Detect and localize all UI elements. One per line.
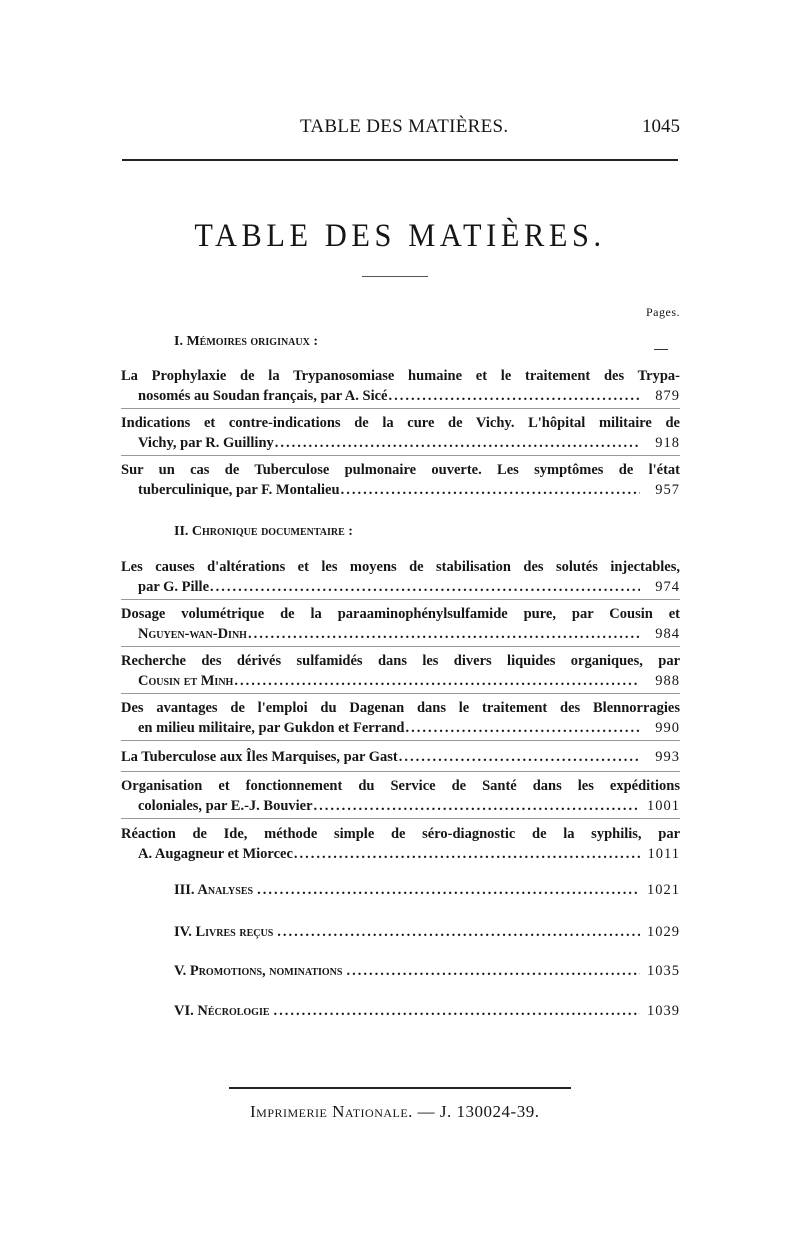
toc-entry-line2: nosomés au Soudan français, par A. Sicé (138, 388, 388, 404)
page-number: 1045 (642, 116, 680, 137)
toc-entry[interactable] (121, 651, 680, 691)
toc-section-page: 1029 (647, 924, 680, 940)
toc-entry[interactable] (121, 460, 680, 500)
toc-section-label: IV. Livres reçus (174, 924, 274, 940)
toc-entry-line1: La Tuberculose aux Îles Marquises, par Gast (121, 749, 398, 765)
pages-column-label: Pages. (646, 305, 680, 319)
dot-leader (294, 844, 640, 864)
toc-entry[interactable] (121, 824, 680, 864)
toc-entry[interactable] (121, 698, 680, 738)
toc-entry[interactable] (121, 776, 680, 816)
toc-entry-line2: Vichy, par R. Guilliny (138, 435, 274, 451)
toc-section-label: III. Analyses (174, 882, 254, 898)
entry-separator (121, 455, 680, 456)
dot-leader (234, 671, 640, 691)
toc-entry-line2: Cousin et Minh (138, 673, 234, 689)
toc-entry-line1: Indications et contre-indications de la cure de Vichy. L'hôpital militaire de (121, 415, 680, 431)
toc-entry[interactable] (121, 747, 680, 767)
toc-entry-line1: Réaction de Ide, méthode simple de séro-diagnostic de la syphilis, par (121, 826, 680, 842)
entry-separator (121, 408, 680, 409)
toc-entry-line1: Recherche des dérivés sulfamidés dans les divers liquides organiques, par (121, 653, 680, 669)
toc-section-page: 1035 (647, 963, 680, 979)
toc-entry-page: 957 (655, 482, 680, 498)
toc-entry-line1: La Prophylaxie de la Trypanosomiase humaine et le traitement des Trypa- (121, 368, 680, 384)
entry-separator (121, 771, 680, 772)
toc-entry-line1: Dosage volumétrique de la paraaminophénylsulfamide pure, par Cousin et (121, 606, 680, 622)
toc-section-analyses[interactable] (174, 882, 680, 899)
toc-entry-page: 984 (655, 626, 680, 642)
running-title: TABLE DES MATIÈRES. (300, 116, 509, 137)
toc-entry-line2: par G. Pille (138, 579, 210, 595)
toc-entry-line2: coloniales, par E.-J. Bouvier (138, 798, 313, 814)
toc-section-necrologie[interactable] (174, 1003, 680, 1020)
entry-separator (121, 693, 680, 694)
dot-leader (275, 433, 640, 453)
dot-leader (389, 386, 641, 406)
toc-entry-line2: A. Augagneur et Miorcec (138, 846, 293, 862)
dot-leader (274, 1003, 640, 1020)
toc-entry[interactable] (121, 557, 680, 597)
header-rule (122, 159, 678, 161)
toc-entry[interactable] (121, 366, 680, 406)
toc-entry-line2: en milieu militaire, par Gukdon et Ferrand (138, 720, 405, 736)
toc-entry-page: 1001 (647, 798, 680, 814)
entry-separator (121, 599, 680, 600)
section-heading-memoires: I. Mémoires originaux : (174, 334, 319, 349)
dot-leader (257, 882, 640, 899)
toc-entry-page: 1011 (647, 846, 680, 862)
toc-section-page: 1039 (647, 1003, 680, 1019)
toc-entry-page: 879 (655, 388, 680, 404)
footer-rule (229, 1087, 571, 1089)
toc-section-promotions[interactable] (174, 963, 680, 980)
toc-section-page: 1021 (647, 882, 680, 898)
toc-section-livres-recus[interactable] (174, 924, 680, 941)
dot-leader (346, 963, 640, 980)
toc-entry-line1: Sur un cas de Tuberculose pulmonaire ouverte. Les symptômes de l'état (121, 462, 680, 478)
dot-leader (277, 924, 640, 941)
toc-entry[interactable] (121, 604, 680, 644)
dot-leader (399, 747, 640, 767)
page-title: TABLE DES MATIÈRES. (194, 218, 606, 254)
section-heading-chronique: II. Chronique documentaire : (174, 524, 353, 539)
imprint-line: Imprimerie Nationale. — J. 130024-39. (250, 1102, 540, 1121)
entry-separator (121, 740, 680, 741)
title-rule (362, 276, 428, 277)
dot-leader (314, 796, 640, 816)
toc-entry-page: 974 (655, 579, 680, 595)
toc-entry-page: 918 (655, 435, 680, 451)
toc-entry-line1: Les causes d'altérations et les moyens de stabilisation des solutés injectables, (121, 559, 680, 575)
dot-leader (210, 577, 640, 597)
toc-entry-page: 993 (655, 749, 680, 765)
pages-column-dash (654, 349, 668, 350)
dot-leader (406, 718, 640, 738)
toc-entry-line1: Des avantages de l'emploi du Dagenan dans le traitement des Blennorragies (121, 700, 680, 716)
toc-entry-line1: Organisation et fonctionnement du Service de Santé dans les expéditions (121, 778, 680, 794)
toc-section-label: VI. Nécrologie (174, 1003, 270, 1019)
toc-entry-page: 990 (655, 720, 680, 736)
dot-leader (341, 480, 640, 500)
toc-entry-line2: Nguyen-wan-Dinh (138, 626, 247, 642)
entry-separator (121, 818, 680, 819)
toc-entry-page: 988 (655, 673, 680, 689)
dot-leader (248, 624, 640, 644)
toc-entry-line2: tuberculinique, par F. Montalieu (138, 482, 340, 498)
toc-entry[interactable] (121, 413, 680, 453)
entry-separator (121, 646, 680, 647)
toc-section-label: V. Promotions, nominations (174, 963, 343, 979)
